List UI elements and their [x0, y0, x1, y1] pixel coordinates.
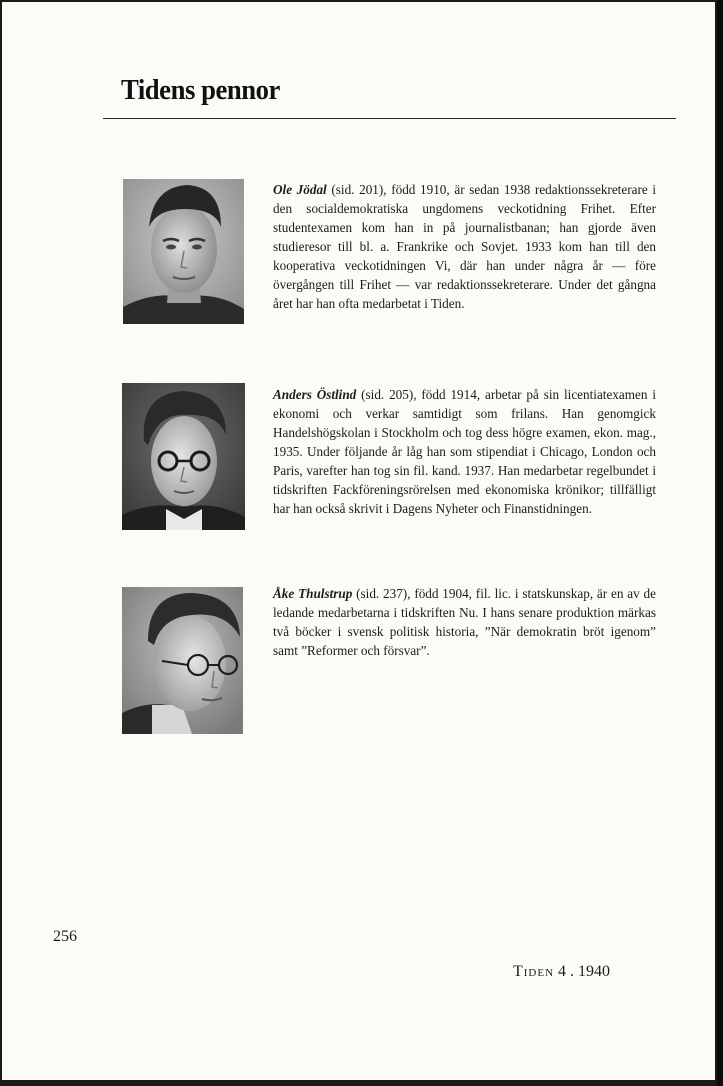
portrait-photo-anders-ostlind	[122, 383, 245, 530]
author-name: Ole Jödal	[273, 182, 327, 197]
author-name: Åke Thulstrup	[273, 586, 353, 601]
author-bio-text: (sid. 201), född 1910, är sedan 1938 redaktionssekreterare i den socialdemokratiska ungdomens veckotidning Frihet. Efter studentexamen kom han in på journalistbanan; han gjorde även studieresor till bl. a. Frankrike och Sovjet. 1933 kom han till den kooperativa veckotidningen Vi, där han under några år — före övergången till Frihet — var redaktionssekreterare. Under det gångna året har han ofta medarbetat i Tiden.	[273, 182, 656, 311]
author-name: Anders Östlind	[273, 387, 357, 402]
title-rule	[103, 118, 676, 119]
scan-edge	[717, 0, 723, 1086]
document-page	[2, 2, 715, 1080]
journal-issue: 4 . 1940	[558, 963, 611, 980]
page-number: 256	[53, 928, 77, 945]
author-bio-anders-ostlind	[273, 385, 656, 518]
journal-name: Tiden	[513, 963, 555, 980]
author-bio-text: (sid. 205), född 1914, arbetar på sin licentiatexamen i ekonomi och verkar samtidigt som frilans. Han genomgick Handelshögskolan i Stockholm och tog dess högre examen, ekon. mag., 1935. Under följande år låg han som stipendiat i Chicago, London och Paris, varefter han tog sin fil. kand. 1937. Han medarbetar regelbundet i tidskriften Fackföreningsrörelsen med ekonomiska krönikor; tillfälligt har han också skrivit i Dagens Nyheter och Finanstidningen.	[273, 387, 656, 516]
author-bio-ake-thulstrup	[273, 584, 656, 660]
author-bio-text: (sid. 237), född 1904, fil. lic. i statskunskap, är en av de ledande medarbetarna i tidskriften Nu. I hans senare produktion märkas två böcker i svensk politisk historia, ”När demokratin bröt igenom” samt ”Reformer och försvar”.	[273, 586, 656, 658]
page-title: Tidens pennor	[121, 74, 280, 106]
author-bio-ole-jodal	[273, 180, 656, 313]
portrait-photo-ole-jodal	[123, 179, 244, 324]
journal-footer	[513, 963, 610, 981]
portrait-photo-ake-thulstrup	[122, 587, 243, 734]
